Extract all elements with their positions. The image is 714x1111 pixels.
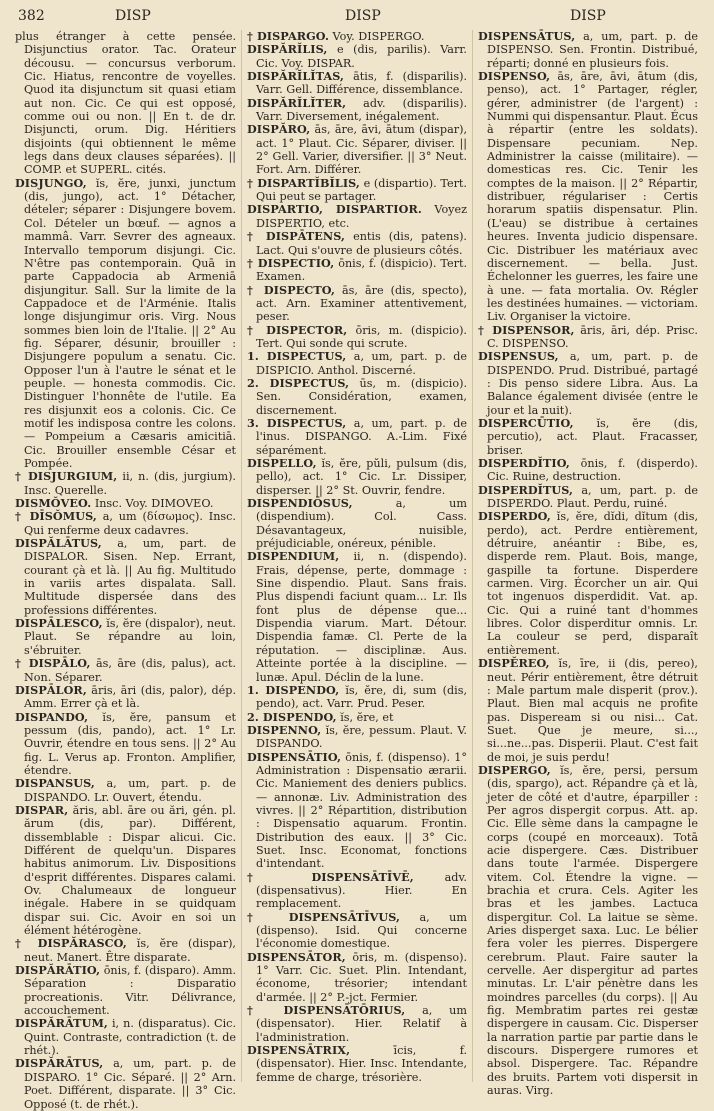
dictionary-entry xyxy=(247,377,467,417)
entry-headword: DISPERDĬTIO, xyxy=(478,456,570,470)
dictionary-entry xyxy=(15,30,236,177)
entry-headword: DISPĂRĬLĬTER, xyxy=(247,95,347,110)
entry-text: plus étranger à cette pensée. Disjunctius orator. Tac. Orateur décousu. — concursus verborum. Cic. Hiatus, rencontre de voyelles. Quod ita disjunctum sit quasi etiam aut non. Cic. Ce qui est opposé, comme oui ou non. || En t. de dr. Disjuncti, orum. Dig. Héritiers disjoints (qui obtiennent le même legs dans deux clauses séparées). || COMP. et SUPERL. cités. xyxy=(15,30,236,177)
entry-text: a, um, part. p. de l'inus. DISPANGO. A.-Lim. Fixé séparément. xyxy=(256,416,468,457)
entry-text: i, n. (disparatus). Cic. Quint. Contraste, contradiction (t. de rhét.). xyxy=(24,1017,236,1058)
dictionary-entry xyxy=(478,764,698,1098)
dictionary-entry xyxy=(247,350,467,377)
dictionary-entry xyxy=(247,1004,467,1044)
entry-headword: 2. DISPECTUS, xyxy=(247,375,350,390)
entry-headword: † DISPECTOR, xyxy=(247,322,348,337)
entry-text: Voyez DISPERTIO, etc. xyxy=(256,203,468,230)
entry-headword: DISPENSUS, xyxy=(478,349,559,364)
entry-text: a, um, part. p. de DISPICIO. Anthol. Discerné. xyxy=(256,350,468,377)
entry-text: e (dis, parilis). Varr. Cic. Voy. DISPAR. xyxy=(256,43,467,70)
dictionary-entry xyxy=(247,457,467,497)
entry-headword: 2. DISPENDO, xyxy=(247,709,337,724)
entry-text: ās, āre (dis, specto), act. Arn. Examiner attentivement, peser. xyxy=(256,283,468,324)
dictionary-entry xyxy=(15,777,236,804)
entry-text: ĭs, ĕre (dispalor), neut. Plaut. Se répandre au loin, s'ébruiter. xyxy=(24,617,236,657)
dictionary-entry xyxy=(247,324,467,351)
column-middle xyxy=(241,30,472,1082)
entry-text: a, um (dispenso). Isid. Qui concerne l'économie domestique. xyxy=(256,910,467,951)
entry-text: āris, āri (dis, palor), dép. Amm. Errer çà et là. xyxy=(24,683,237,711)
entry-text: ĭs, īre, ii (dis, pereo), neut. Périr entièrement, être détruit : Male partum male disperit (prov.). Plaut. Bien mal acquis ne profite pas. Dispeream si ou nisi... Cat. Suet. Que je meure, si..., si...ne...pas. Disperii. Plaut. C'est fait de moi, je suis perdu! xyxy=(487,657,698,764)
dictionary-entry xyxy=(478,510,698,657)
entry-text: ōnis, f. (disparo). Amm. Séparation : Disparatio procreationis. Vitr. Délivrance, accouchement. xyxy=(24,964,237,1018)
dictionary-entry xyxy=(247,871,467,911)
entry-text: adv. (disparilis). Varr. Diversement, inégalement. xyxy=(256,96,468,124)
dictionary-entry xyxy=(247,684,467,711)
dictionary-entry xyxy=(478,657,698,764)
entry-headword: DISPĂRĀTUS, xyxy=(15,1056,104,1071)
entry-text: ĭs, ĕre, pansum et pessum (dis, pando), act. 1° Lr. Ouvrir, étendre en tous sens. || 2° Au fig. L. Verus ap. Fronton. Amplifier, étendre. xyxy=(24,710,236,777)
entry-text: ĭs, ĕre (dispar), neut. Manert. Être disparate. xyxy=(24,937,236,964)
entry-text: a, um, part. de DISPALOR. Sisen. Nep. Errant, courant çà et là. || Au fig. Multitudo in variis artes dispalata. Sall. Multitude dispersée dans des professions différentes. xyxy=(24,537,237,617)
entry-headword: DISPĂLĀTUS, xyxy=(15,536,102,551)
entry-text: ōnis, f. (dispenso). 1° Administration : Dispensatio ærarii. Cic. Maniement des deniers publics. — annonæ. Liv. Administration des vivres. || 2° Répartition, distribution : Dispensatio aquarum. Frontin. Distribution des eaux. || 3° Cic. Suet. Insc. Economat, fonctions d'intendant. xyxy=(256,750,467,871)
entry-text: a, um, part. p. de DISPENSO. Sen. Frontin. Distribué, réparti; donné en plusieurs fois. xyxy=(487,30,698,70)
dictionary-entry xyxy=(247,724,467,751)
entry-headword: DISPĂRĬLIS, xyxy=(247,42,328,57)
entry-headword: † DISPECTIO, xyxy=(247,255,335,270)
entry-headword: DISPENSĀTUS, xyxy=(478,29,576,43)
dictionary-entry xyxy=(247,257,467,284)
dictionary-entry xyxy=(15,1017,236,1057)
entry-headword: DISPENDIŌSUS, xyxy=(247,496,353,511)
entry-headword: DISPENNO, xyxy=(247,722,322,737)
entry-headword: 3. DISPECTUS, xyxy=(247,415,347,430)
entry-headword: † DISPENSĀTĪVUS, xyxy=(247,909,401,924)
entry-headword: DISPĂRO, xyxy=(247,122,311,137)
dictionary-entry xyxy=(247,711,467,724)
dictionary-entry xyxy=(478,457,698,484)
dictionary-entry xyxy=(247,177,467,204)
entry-headword: DISPĂRĀTUM, xyxy=(15,1016,108,1031)
dictionary-entry xyxy=(15,177,236,471)
columns xyxy=(10,29,706,1111)
dictionary-entry xyxy=(15,657,236,684)
entry-text: ās, āre, āvi, ātum (dispar), act. 1° Plaut. Cic. Séparer, diviser. || 2° Gell. Varier, diversifier. || 3° Neut. Fort. Arn. Différer. xyxy=(256,123,468,177)
entry-text: ōris, m. (dispenso). 1° Varr. Cic. Suet. Plin. Intendant, économe, trésorier; intendant d'armée. || 2° P.-jct. Fermier. xyxy=(256,950,468,1004)
dictionary-entry xyxy=(15,470,236,497)
entry-text: entis (dis, patens). Lact. Qui s'ouvre de plusieurs côtés. xyxy=(256,230,467,257)
entry-text: a, um, part. p. de DISPARO. 1° Cic. Séparé. || 2° Arn. Poet. Différent, disparate. || 3° Cic. Opposé (t. de rhét.). xyxy=(24,1057,236,1111)
entry-text: ās, āre (dis, palus), act. Non. Séparer. xyxy=(24,657,236,684)
entry-headword: DISPARTIO, DISPARTIOR. xyxy=(247,202,422,217)
dictionary-entry xyxy=(247,43,467,70)
dictionary-entry xyxy=(15,937,236,964)
dictionary-entry xyxy=(478,484,698,511)
header-left-guide-word: DISP xyxy=(115,8,151,24)
dictionary-entry xyxy=(247,230,467,257)
dictionary-entry xyxy=(15,964,236,1017)
entry-headword: DISJUNGO, xyxy=(15,175,87,190)
dictionary-entry xyxy=(15,537,236,617)
dictionary-entry xyxy=(478,350,698,417)
entry-text: ōnis, f. (dispicio). Tert. Examen. xyxy=(256,256,467,284)
dictionary-entry xyxy=(15,804,236,937)
dictionary-entry xyxy=(247,70,467,97)
entry-text: adv. (dispensativus). Hier. En remplacement. xyxy=(256,870,467,911)
entry-headword: † DISPENSOR, xyxy=(478,322,575,337)
entry-text: ĭs, ĕre (dis, percutio), act. Plaut. Fracasser, briser. xyxy=(487,416,698,457)
entry-text: a, um (δίσωμος). Insc. Qui renferme deux cadavres. xyxy=(24,510,236,537)
page-number: 382 xyxy=(18,8,45,24)
dictionary-entry xyxy=(15,711,236,778)
entry-headword: DISPERGO, xyxy=(478,762,551,777)
entry-headword: 1. DISPECTUS, xyxy=(247,349,347,364)
entry-headword: † DISPENSĀTĪVĒ, xyxy=(247,869,414,884)
entry-headword: † DISPĀTENS, xyxy=(247,229,346,244)
entry-headword: DISPENSĀTOR, xyxy=(247,949,346,964)
dictionary-entry xyxy=(478,324,698,351)
dictionary-entry xyxy=(478,30,698,70)
entry-text: ii, n. (dis, jurgium). Insc. Querelle. xyxy=(24,470,236,497)
entry-text: ās, āre, āvi, ātum (dis, penso), act. 1° Partager, régler, gérer, administrer (de l'argent) : Nummi qui dispensantur. Plaut. Écus à répartir (entre les soldats). Dispensare pecuniam. Nep. Administrer la caisse (militaire). — domesticas res. Cic. Tenir les comptes de la maison. || 2° Répartir, distribuer, régulariser : Certis horarum spatiis dispensatur. Plin. (L'eau) se distribue à certaines heures. Inventa judicio dispensare. Cic. Distribuer les matériaux avec discernement. — bella. Just. Échelonner les guerres, les faire une à une. — fata mortalia. Ov. Régler les destinées humaines. — victoriam. Liv. Organiser la victoire. xyxy=(487,70,698,324)
entry-headword: † DISPECTO, xyxy=(247,282,335,297)
dictionary-entry xyxy=(247,911,467,951)
header-right-guide-word: DISP xyxy=(570,8,606,24)
entry-headword: DISPENSO, xyxy=(478,69,551,84)
column-right xyxy=(472,29,703,1098)
entry-headword: 1. DISPENDO, xyxy=(247,682,340,697)
entry-text: ūs, m. (dispicio). Sen. Considération, examen, discernement. xyxy=(256,376,467,417)
entry-text: īcis, f. (dispensator). Hier. Insc. Intendante, femme de charge, trésorière. xyxy=(256,1044,468,1084)
entry-text: ĭs, ĕre, persi, persum (dis, spargo), act. Répandre çà et là, jeter de côté et d'autre, éparpiller : Per agros dispergit corpus. Att. ap. Cic. Elle sème dans la campagne le corps (coupé en morceaux). Totā acie dispergere. Cæs. Distribuer dans toute l'armée. Dispergere vitem. Col. Étendre la vigne. — brachia et crura. Cels. Agiter les bras et les jambes. Lactuca dispergitur. Col. La laitue se sème. Aries disperget saxa. Luc. Le bélier fera voler les pierres. Dispergere cerebrum. Plaut. Faire sauter la cervelle. Aer dispergitur ad partes minutas. Lr. L'air pénètre dans les moindres parcelles (du corps). || Au fig. Membratim partes rei gestæ dispergere in causam. Cic. Disperser la narration partie par partie dans le discours. Dispergere rumores et absol. Dispergere. Tac. Répandre des bruits. Partem voti dispersit in auras. Virg. xyxy=(487,763,698,1098)
dictionary-entry xyxy=(15,684,236,711)
entry-headword: DISPĀLOR, xyxy=(15,682,87,697)
dictionary-entry xyxy=(247,123,467,176)
dictionary-entry xyxy=(478,417,698,457)
entry-text: a, um, part. p. de DISPENDO. Prud. Distribué, partagé : Dis penso sidere Libra. Aus. La Balance également divisée (entre le jour et la nuit). xyxy=(487,350,698,417)
entry-text: ĭs, ĕre, pŭli, pulsum (dis, pello), act. 1° Cic. Lr. Dissiper, disperser. || 2° St. Ouvrir, fendre. xyxy=(256,457,467,497)
dictionary-entry xyxy=(247,97,467,124)
dictionary-entry xyxy=(247,751,467,871)
dictionary-entry xyxy=(478,70,698,324)
entry-headword: DISPENSĀTIO, xyxy=(247,749,342,764)
dictionary-entry xyxy=(15,1057,236,1110)
entry-headword: DISPĔREO, xyxy=(478,656,550,671)
entry-headword: † DISPENSĀTŌRIUS, xyxy=(247,1003,406,1018)
entry-text: a, um, part. p. de DISPANDO. Lr. Ouvert, étendu. xyxy=(24,777,236,804)
entry-headword: † DISPĀLO, xyxy=(15,656,91,671)
dictionary-entry xyxy=(247,417,467,457)
entry-headword: † DISPARGO. xyxy=(247,29,329,43)
entry-headword: DISPENSĀTRIX, xyxy=(247,1043,351,1058)
dictionary-page xyxy=(10,4,706,1111)
entry-text: ăris, abl. āre ou ări, gén. pl. ărum (dis, par). Différent, dissemblable : Dispar alicui. Cic. Différent de quelqu'un. Dispares habitus animorum. Liv. Dispositions d'esprit différentes. Dispares calami. Ov. Chalumeaux de longueur inégale. Habere in se quidquam dispar sui. Cic. Avoir en soi un élément hétérogène. xyxy=(24,803,236,938)
entry-text: ōris, m. (dispicio). Tert. Qui sonde qui scrute. xyxy=(256,323,467,350)
entry-headword: † DĪSŎMUS, xyxy=(15,509,97,524)
running-header xyxy=(10,4,706,30)
entry-headword: DISPĀLESCO, xyxy=(15,616,103,631)
dictionary-entry xyxy=(15,617,236,657)
dictionary-entry xyxy=(247,30,467,43)
entry-text: a, um (dispendium). Col. Cass. Désavantageux, nuisible, préjudiciable, onéreux, pénible. xyxy=(256,497,467,551)
dictionary-entry xyxy=(247,203,467,230)
header-center-guide-word: DISP xyxy=(345,8,381,24)
dictionary-entry xyxy=(247,284,467,324)
entry-text: ātis, f. (disparilis). Varr. Gell. Différence, dissemblance. xyxy=(256,70,467,97)
entry-headword: DISPANSUS, xyxy=(15,776,95,791)
entry-text: ĭs, ĕre, dĭdi, dĭtum (dis, perdo), act. Perdre entièrement, détruire, anéantir : Bibe, es, disperde rem. Plaut. Bois, mange, gaspille ta fortune. Disperdere carmen. Virg. Écorcher un air. Qui tot ingenuos disperdidit. Vat. ap. Cic. Qui a ruiné tant d'hommes libres. Color disperditur omnis. Lr. La couleur se perd, disparaît entièrement. xyxy=(487,510,699,657)
entry-headword: DISPAR, xyxy=(15,802,69,817)
entry-headword: † DISPĂRASCO, xyxy=(15,936,127,951)
dictionary-entry xyxy=(15,497,236,510)
dictionary-entry xyxy=(15,510,236,537)
entry-text: Insc. Voy. DIMOVEO. xyxy=(94,497,214,511)
entry-text: e (dispartio). Tert. Qui peut se partager. xyxy=(256,176,467,204)
entry-text: āris, āri, dép. Prisc. C. DISPENSO. xyxy=(487,323,698,350)
entry-text: a, um (dispensator). Hier. Relatif à l'administration. xyxy=(256,1004,467,1044)
entry-headword: DISPANDO, xyxy=(15,709,89,724)
entry-text: a, um, part. p. de DISPERDO. Plaut. Perdu, ruiné. xyxy=(487,483,698,511)
column-left xyxy=(10,30,241,1111)
dictionary-entry xyxy=(247,951,467,1004)
dictionary-entry xyxy=(247,550,467,683)
entry-text: ĭs, ĕre, junxi, junctum (dis, jungo), act. 1° Détacher, dételer; séparer : Disjungere bovem. Col. Dételer un bœuf. — agnos a mammâ. Varr. Sevrer des agneaux. Intervallo temporum disjungi. Cic. N'être pas contemporain. Quā in parte Cappadocia ab Armeniā disjungitur. Sall. Sur la limite de la Cappadoce et de l'Arménie. Italis longe disjungimur oris. Virg. Nous sommes bien loin de l'Italie. || 2° Au fig. Séparer, désunir, brouiller : Disjungere populum a senatu. Cic. Opposer l'un à l'autre le sénat et le peuple. — honesta commodis. Cic. Distinguer l'honnête de l'utile. Ea res disjunxit eos a colonis. Cic. Ce motif les indisposa contre les colons. — Pompeium a Cæsaris amicitiā. Cic. Brouiller ensemble César et Pompée. xyxy=(24,176,237,470)
entry-headword: DISPĂRĬLĬTAS, xyxy=(247,69,345,84)
entry-text: Voy. DISPERGO. xyxy=(332,30,425,43)
entry-text: ii, n. (dispendo). Frais, dépense, perte, dommage : Sine dispendio. Plaut. Sans frais. Plus dispendi faciunt quam... Lr. Ils font plus de dépense que... Dispendia viarum. Mart. Détour. Dispendia famæ. Cl. Perte de la réputation. — disciplinæ. Aus. Atteinte portée à la discipline. — lunæ. Apul. Déclin de la lune. xyxy=(256,550,467,684)
entry-text: ōnis, f. (disperdo). Cic. Ruine, destruction. xyxy=(487,457,698,484)
entry-headword: DISPERDĬTUS, xyxy=(478,482,574,497)
entry-text: ĭs, ĕre, di, sum (dis, pendo), act. Varr. Prud. Peser. xyxy=(256,683,468,711)
dictionary-entry xyxy=(247,1044,467,1084)
entry-text: ĭs, ĕre, et xyxy=(340,710,394,724)
entry-headword: DISPENDIUM, xyxy=(247,549,340,564)
entry-headword: DISMŎVEO. xyxy=(15,496,92,511)
entry-headword: DISPĂRĀTIO, xyxy=(15,963,101,978)
entry-text: ĭs, ĕre, pessum. Plaut. V. DISPANDO. xyxy=(256,723,467,751)
entry-headword: † DISJURGIUM, xyxy=(15,469,118,484)
dictionary-entry xyxy=(247,497,467,550)
entry-headword: † DISPARTĬBĬLIS, xyxy=(247,175,360,190)
entry-headword: DISPELLO, xyxy=(247,456,317,470)
entry-headword: DISPERCŪTIO, xyxy=(478,415,574,430)
entry-headword: DISPERDO, xyxy=(478,509,551,524)
